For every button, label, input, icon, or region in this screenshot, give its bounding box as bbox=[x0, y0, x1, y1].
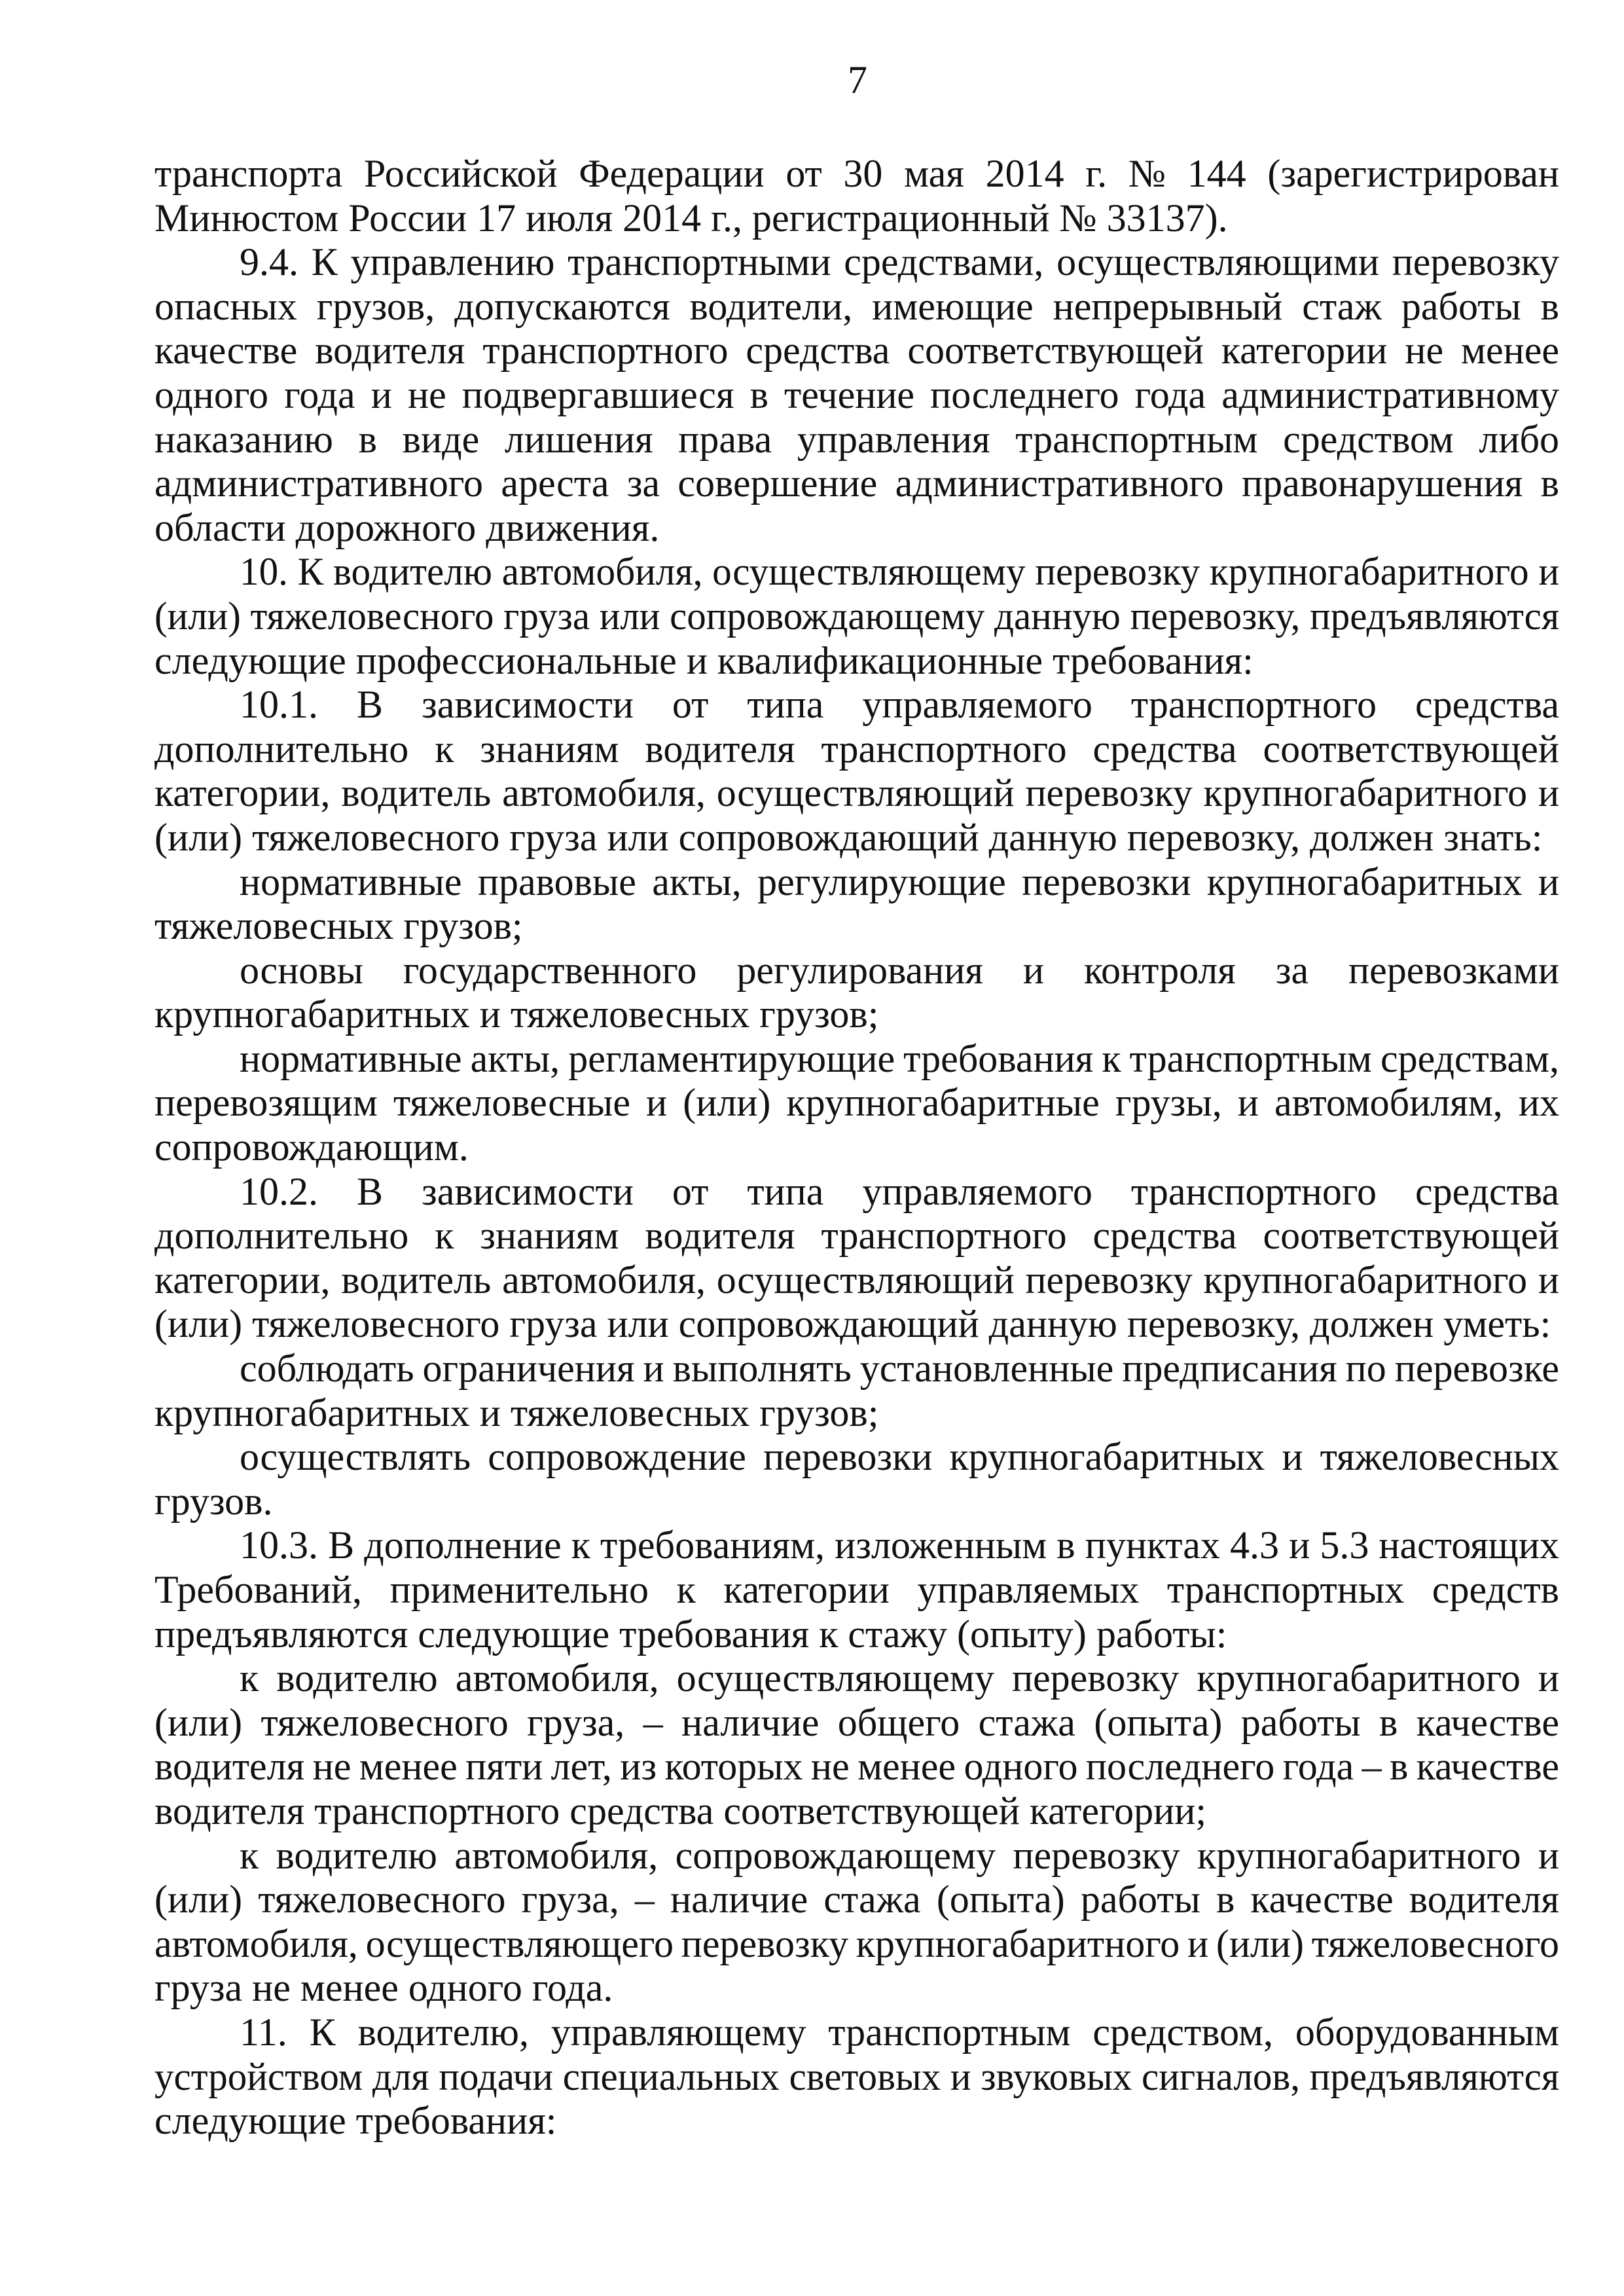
text-line bbox=[154, 1834, 1559, 1878]
paragraph bbox=[154, 949, 1559, 1037]
text-line bbox=[154, 1347, 1559, 1391]
text-line bbox=[154, 462, 1559, 506]
text-line bbox=[154, 550, 1559, 594]
text-line bbox=[154, 506, 1559, 551]
text-line-content: Требований, применительно к категории управляемых транспортных средств bbox=[154, 1568, 1559, 1611]
text-line bbox=[154, 1878, 1559, 1922]
text-line-content: водителя не менее пяти лет, из которых не менее одного последнего года – в качестве bbox=[154, 1745, 1559, 1789]
text-line-content: перевозящим тяжеловесные и (или) крупногабаритные грузы, и автомобилям, их bbox=[154, 1081, 1559, 1125]
text-line bbox=[154, 1125, 1559, 1170]
text-line-content: водителя транспортного средства соответствующей категории; bbox=[154, 1789, 1207, 1832]
text-line bbox=[154, 860, 1559, 905]
paragraph bbox=[154, 1170, 1559, 1347]
paragraph bbox=[154, 1037, 1559, 1170]
paragraph bbox=[154, 550, 1559, 683]
text-line-content: грузов. bbox=[154, 1479, 273, 1523]
text-line-content: автомобиля, осуществляющего перевозку крупногабаритного и (или) тяжеловесного bbox=[154, 1922, 1559, 1965]
text-line bbox=[154, 1568, 1559, 1613]
text-line bbox=[154, 285, 1559, 329]
text-line-content: 10.1. В зависимости от типа управляемого транспортного средства bbox=[240, 683, 1559, 727]
text-line bbox=[154, 1480, 1559, 1524]
text-line-content: дополнительно к знаниям водителя транспортного средства соответствующей bbox=[154, 1214, 1559, 1258]
text-line-content: дополнительно к знаниям водителя транспортного средства соответствующей bbox=[154, 727, 1559, 771]
text-line bbox=[154, 771, 1559, 816]
text-line-content: крупногабаритных и тяжеловесных грузов; bbox=[154, 993, 879, 1036]
text-line bbox=[154, 373, 1559, 418]
text-line-content: 10.3. В дополнение к требованиям, изложенным в пунктах 4.3 и 5.3 настоящих bbox=[240, 1523, 1559, 1567]
text-line-content: предъявляются следующие требования к стажу (опыту) работы: bbox=[154, 1612, 1227, 1656]
text-line-content: опасных грузов, допускаются водители, имеющие непрерывный стаж работы в bbox=[154, 284, 1559, 328]
text-line-content: соблюдать ограничения и выполнять установленные предписания по перевозке bbox=[240, 1347, 1559, 1391]
text-line-content: (или) тяжеловесного груза, – наличие общего стажа (опыта) работы в качестве bbox=[154, 1700, 1559, 1744]
text-line bbox=[154, 1081, 1559, 1125]
text-line-content: (или) тяжеловесного груза или сопровождающему данную перевозку, предъявляются bbox=[154, 594, 1559, 638]
text-line bbox=[154, 639, 1559, 683]
text-line-content: нормативные правовые акты, регулирующие перевозки крупногабаритных и bbox=[240, 860, 1559, 903]
paragraph bbox=[154, 860, 1559, 949]
text-line-content: следующие требования: bbox=[154, 2099, 557, 2143]
text-line bbox=[154, 904, 1559, 949]
text-line-content: (или) тяжеловесного груза или сопровождающий данную перевозку, должен уметь: bbox=[154, 1302, 1551, 1346]
paragraph bbox=[154, 152, 1559, 240]
text-line-content: 11. К водителю, управляющему транспортным средством, оборудованным bbox=[240, 2010, 1559, 2054]
text-line-content: нормативные акты, регламентирующие требования к транспортным средствам, bbox=[240, 1036, 1559, 1080]
text-line bbox=[154, 727, 1559, 772]
text-line bbox=[154, 1966, 1559, 2011]
text-line-content: груза не менее одного года. bbox=[154, 1966, 613, 2010]
text-line bbox=[154, 816, 1559, 860]
text-line bbox=[154, 196, 1559, 241]
text-line-content: (или) тяжеловесного груза или сопровождающий данную перевозку, должен знать: bbox=[154, 815, 1543, 859]
text-line bbox=[154, 1523, 1559, 1568]
text-line bbox=[154, 683, 1559, 727]
text-line bbox=[154, 1613, 1559, 1657]
text-line-content: (или) тяжеловесного груза, – наличие стажа (опыта) работы в качестве водителя bbox=[154, 1878, 1559, 1922]
document-body bbox=[154, 152, 1559, 2143]
text-line-content: 9.4. К управлению транспортными средствами, осуществляющими перевозку bbox=[240, 240, 1559, 284]
paragraph bbox=[154, 1834, 1559, 2011]
paragraph bbox=[154, 683, 1559, 860]
text-line bbox=[154, 2055, 1559, 2100]
text-line bbox=[154, 594, 1559, 639]
paragraph bbox=[154, 1347, 1559, 1435]
text-line bbox=[154, 1435, 1559, 1480]
text-line-content: 10. К водителю автомобиля, осуществляющему перевозку крупногабаритного и bbox=[240, 550, 1559, 594]
text-line-content: устройством для подачи специальных световых и звуковых сигналов, предъявляются bbox=[154, 2054, 1559, 2098]
text-line bbox=[154, 1391, 1559, 1436]
text-line bbox=[154, 2011, 1559, 2055]
text-line-content: 10.2. В зависимости от типа управляемого транспортного средства bbox=[240, 1169, 1559, 1213]
text-line-content: Минюстом России 17 июля 2014 г., регистрационный № 33137). bbox=[154, 196, 1228, 240]
text-line bbox=[154, 1922, 1559, 1967]
text-line-content: одного года и не подвергавшиеся в течение последнего года административному bbox=[154, 373, 1559, 416]
text-line bbox=[154, 418, 1559, 462]
paragraph bbox=[154, 2011, 1559, 2143]
text-line-content: качестве водителя транспортного средства соответствующей категории не менее bbox=[154, 329, 1559, 373]
text-line-content: к водителю автомобиля, сопровождающему перевозку крупногабаритного и bbox=[240, 1833, 1559, 1877]
text-line bbox=[154, 1789, 1559, 1834]
paragraph bbox=[154, 1435, 1559, 1523]
text-line-content: транспорта Российской Федерации от 30 мая 2014 г. № 144 (зарегистрирован bbox=[154, 152, 1559, 195]
text-line bbox=[154, 152, 1559, 196]
text-line bbox=[154, 1302, 1559, 1347]
text-line-content: области дорожного движения. bbox=[154, 505, 660, 549]
text-line bbox=[154, 1258, 1559, 1303]
text-line-content: крупногабаритных и тяжеловесных грузов; bbox=[154, 1391, 879, 1434]
text-line bbox=[154, 1701, 1559, 1745]
text-line-content: категории, водитель автомобиля, осуществляющий перевозку крупногабаритного и bbox=[154, 771, 1559, 815]
text-line bbox=[154, 1656, 1559, 1701]
text-line-content: основы государственного регулирования и контроля за перевозками bbox=[240, 948, 1559, 992]
text-line-content: к водителю автомобиля, осуществляющему перевозку крупногабаритного и bbox=[240, 1656, 1559, 1700]
text-line bbox=[154, 993, 1559, 1037]
text-line bbox=[154, 1214, 1559, 1258]
text-line-content: сопровождающим. bbox=[154, 1125, 469, 1169]
text-line bbox=[154, 949, 1559, 993]
paragraph bbox=[154, 1656, 1559, 1833]
text-line bbox=[154, 1037, 1559, 1082]
text-line-content: административного ареста за совершение административного правонарушения в bbox=[154, 462, 1559, 505]
text-line-content: осуществлять сопровождение перевозки крупногабаритных и тяжеловесных bbox=[240, 1435, 1559, 1479]
page-number: 7 bbox=[848, 58, 867, 101]
text-line-content: категории, водитель автомобиля, осуществляющий перевозку крупногабаритного и bbox=[154, 1258, 1559, 1302]
text-line bbox=[154, 329, 1559, 373]
paragraph bbox=[154, 240, 1559, 550]
text-line-content: наказанию в виде лишения права управления транспортным средством либо bbox=[154, 417, 1559, 461]
paragraph bbox=[154, 1523, 1559, 1656]
text-line bbox=[154, 1745, 1559, 1789]
text-line-content: следующие профессиональные и квалификационные требования: bbox=[154, 638, 1254, 682]
text-line bbox=[154, 1170, 1559, 1214]
text-line bbox=[154, 240, 1559, 285]
text-line bbox=[154, 2099, 1559, 2143]
text-line-content: тяжеловесных грузов; bbox=[154, 904, 523, 948]
